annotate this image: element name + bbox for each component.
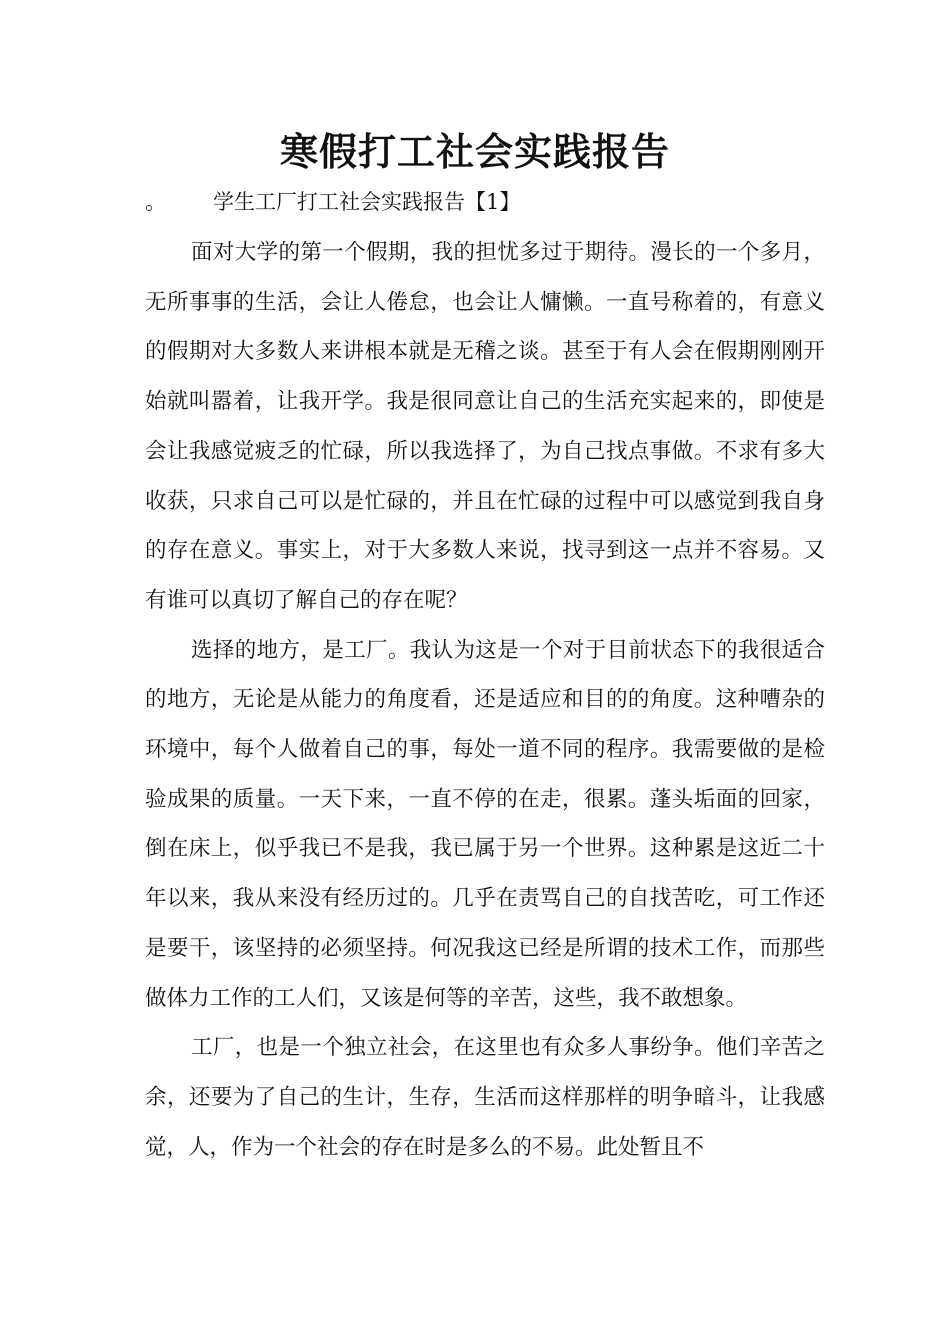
paragraph-1: 面对大学的第一个假期，我的担忧多过于期待。漫长的一个多月，无所事事的生活，会让人倦怠，也会让人慵懒。一直号称着的，有意义的假期对大多数人来讲根本就是无稽之谈。甚至于有人会在假期刚刚开始就叫嚣着，让我开学。我是很同意让自己的生活充实起来的，即使是会让我感觉疲乏的忙碌，所以我选择了，为自己找点事做。不求有多大收获，只求自己可以是忙碌的，并且在忙碌的过程中可以感觉到我自身的存在意义。事实上，对于大多数人来说，找寻到这一点并不容易。又有谁可以真切了解自己的存在呢？ <box>145 240 825 613</box>
paragraph-2: 选择的地方，是工厂。我认为这是一个对于目前状态下的我很适合的地方，无论是从能力的角度看，还是适应和目的的角度。这种嘈杂的环境中，每个人做着自己的事，每处一道不同的程序。我需要做的是检验成果的质量。一天下来，一直不停的在走，很累。蓬头垢面的回家，倒在床上，似乎我已不是我，我已属于另一个世界。这种累是这近二十年以来，我从来没有经历过的。几乎在责骂自己的自找苦吃，可工作还是要干，该坚持的必须坚持。何况我这已经是所谓的技术工作，而那些做体力工作的工人们，又该是何等的辛苦，这些，我不敢想象。 <box>145 637 825 1011</box>
paragraph-3: 工厂，也是一个独立社会，在这里也有众多人事纷争。他们辛苦之余，还要为了自己的生计，生存，生活而这样那样的明争暗斗，让我感觉，人，作为一个社会的存在时是多么的不易。此处暂且不 <box>145 1035 825 1160</box>
document-title: 寒假打工社会实践报告 <box>279 129 670 174</box>
body-text <box>145 228 825 1172</box>
section-marker: 。 <box>145 190 166 214</box>
section-heading <box>145 186 825 218</box>
section-subtitle: 学生工厂打工社会实践报告【1】 <box>213 190 521 214</box>
